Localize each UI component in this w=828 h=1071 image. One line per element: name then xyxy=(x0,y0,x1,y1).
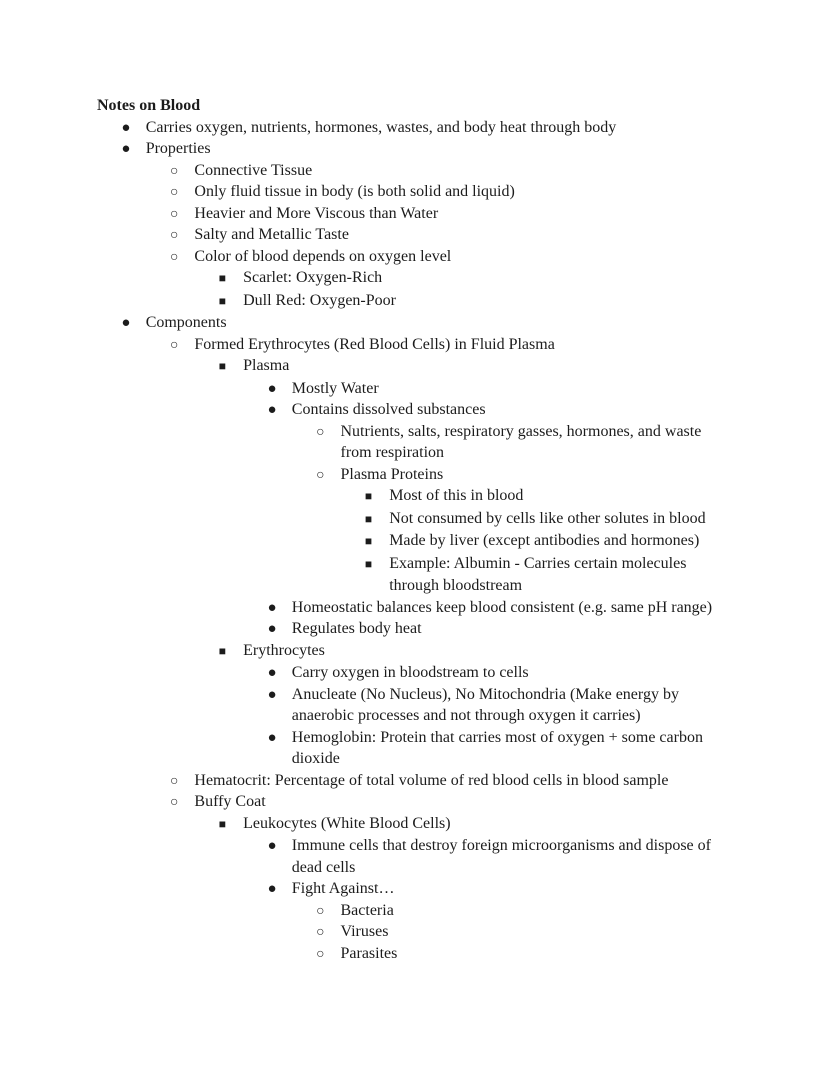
list-item xyxy=(316,421,732,464)
list-item-text: Carry oxygen in bloodstream to cells xyxy=(291,664,529,681)
list-item xyxy=(170,791,731,813)
bullet-square-icon: ■ xyxy=(364,556,373,571)
list-item-text: Most of this in blood xyxy=(389,487,524,504)
list-item xyxy=(170,770,731,792)
list-item xyxy=(364,485,731,508)
list-item-text: Example: Albumin - Carries certain molecules through bloodstream xyxy=(389,554,687,594)
bullet-circle-icon: ○ xyxy=(316,465,325,482)
bullet-square-icon: ■ xyxy=(364,534,373,548)
list-item-text: Homeostatic balances keep blood consistent (e.g. same pH range) xyxy=(291,598,713,616)
list-item xyxy=(267,878,731,900)
list-item-text: Viruses xyxy=(340,923,389,940)
bullet-circle-icon: ○ xyxy=(316,944,325,961)
bullet-square-icon: ■ xyxy=(218,643,226,658)
bullet-circle-icon: ○ xyxy=(316,422,325,439)
list-item-text: Not consumed by cells like other solutes in blood xyxy=(389,509,706,527)
list-item-text: Bacteria xyxy=(340,901,394,919)
list-item-text: Anucleate (No Nucleus), No Mitochondria (Make energy by anaerobic processes and not through oxygen it carries) xyxy=(291,685,679,724)
list-item-text: Components xyxy=(145,314,227,331)
list-item xyxy=(218,290,731,313)
list-item-text: Fight Against… xyxy=(291,880,395,897)
list-item-text: Heavier and More Viscous than Water xyxy=(194,204,439,222)
list-item-text: Made by liver (except antibodies and hormones) xyxy=(389,532,700,549)
list-item-text: Only fluid tissue in body (is both solid and liquid) xyxy=(194,183,515,200)
list-item-text: Plasma Proteins xyxy=(340,465,444,483)
outline xyxy=(97,117,731,965)
list-item-text: Scarlet: Oxygen-Rich xyxy=(243,269,383,286)
bullet-disc-icon: ● xyxy=(267,880,277,897)
list-item-text: Properties xyxy=(145,140,211,157)
list-item-text: Plasma xyxy=(243,357,290,374)
list-item xyxy=(218,355,731,378)
bullet-square-icon: ■ xyxy=(218,816,226,831)
bullet-square-icon: ■ xyxy=(364,511,373,526)
list-item xyxy=(121,117,731,139)
list-item-text: Immune cells that destroy foreign microorganisms and dispose of dead cells xyxy=(291,837,711,876)
bullet-disc-icon: ● xyxy=(267,379,277,397)
list-item xyxy=(267,662,731,684)
bullet-circle-icon: ○ xyxy=(170,247,179,264)
list-item xyxy=(170,160,731,182)
bullet-circle-icon: ○ xyxy=(316,901,325,918)
list-item xyxy=(218,813,731,836)
list-item xyxy=(170,224,731,246)
list-item-text: Parasites xyxy=(340,944,398,962)
list-item-text: Hemoglobin: Protein that carries most of oxygen + some carbon dioxide xyxy=(291,728,703,767)
bullet-circle-icon: ○ xyxy=(170,226,179,242)
bullet-disc-icon: ● xyxy=(121,118,131,136)
list-item xyxy=(267,597,731,619)
list-item xyxy=(170,181,731,203)
bullet-circle-icon: ○ xyxy=(170,335,179,352)
list-item-text: Salty and Metallic Taste xyxy=(194,226,349,243)
list-item xyxy=(316,921,732,943)
list-item xyxy=(121,138,731,160)
bullet-circle-icon: ○ xyxy=(170,183,179,199)
bullet-square-icon: ■ xyxy=(218,293,226,308)
list-item xyxy=(316,464,732,486)
list-item xyxy=(218,640,731,663)
list-item xyxy=(267,399,731,421)
bullet-disc-icon: ● xyxy=(267,685,277,703)
list-item-text: Hematocrit: Percentage of total volume of red blood cells in blood sample xyxy=(194,771,669,789)
list-item xyxy=(364,553,731,597)
bullet-square-icon: ■ xyxy=(364,489,373,503)
list-item-text: Erythrocytes xyxy=(243,641,325,659)
bullet-disc-icon: ● xyxy=(267,837,277,854)
list-item-text: Nutrients, salts, respiratory gasses, hormones, and waste from respiration xyxy=(340,422,702,461)
list-item-text: Carries oxygen, nutrients, hormones, wastes, and body heat through body xyxy=(145,118,617,136)
list-item xyxy=(267,727,731,770)
list-item-text: Formed Erythrocytes (Red Blood Cells) in Fluid Plasma xyxy=(194,335,555,353)
list-item xyxy=(218,267,731,290)
list-item-text: Buffy Coat xyxy=(194,793,266,810)
bullet-square-icon: ■ xyxy=(218,271,226,285)
bullet-circle-icon: ○ xyxy=(170,204,179,221)
bullet-disc-icon: ● xyxy=(267,728,277,746)
bullet-circle-icon: ○ xyxy=(170,771,179,788)
list-item-text: Regulates body heat xyxy=(291,620,422,637)
list-item xyxy=(267,618,731,640)
bullet-square-icon: ■ xyxy=(218,359,226,373)
list-item xyxy=(364,530,731,553)
list-item xyxy=(316,943,732,965)
list-item-text: Contains dissolved substances xyxy=(291,401,486,418)
list-item-text: Dull Red: Oxygen-Poor xyxy=(243,291,396,309)
document-page xyxy=(97,95,731,964)
list-item-text: Leukocytes (White Blood Cells) xyxy=(243,814,451,832)
bullet-circle-icon: ○ xyxy=(316,923,325,939)
list-item-text: Color of blood depends on oxygen level xyxy=(194,247,452,265)
document-title: Notes on Blood xyxy=(97,97,201,114)
list-item xyxy=(267,378,731,400)
bullet-disc-icon: ● xyxy=(267,664,277,681)
bullet-circle-icon: ○ xyxy=(170,161,179,178)
list-item xyxy=(364,508,731,531)
bullet-circle-icon: ○ xyxy=(170,793,179,809)
list-item-text: Mostly Water xyxy=(291,379,379,397)
bullet-disc-icon: ● xyxy=(121,314,131,331)
list-item xyxy=(267,835,731,878)
list-item xyxy=(170,203,731,225)
list-item xyxy=(121,312,731,334)
bullet-disc-icon: ● xyxy=(267,620,277,637)
list-item xyxy=(170,246,731,268)
list-item-text: Connective Tissue xyxy=(194,161,313,179)
list-item xyxy=(316,900,732,922)
bullet-disc-icon: ● xyxy=(267,598,277,616)
bullet-disc-icon: ● xyxy=(121,140,131,157)
list-item xyxy=(267,684,731,727)
list-item xyxy=(170,334,731,356)
bullet-disc-icon: ● xyxy=(267,401,277,418)
